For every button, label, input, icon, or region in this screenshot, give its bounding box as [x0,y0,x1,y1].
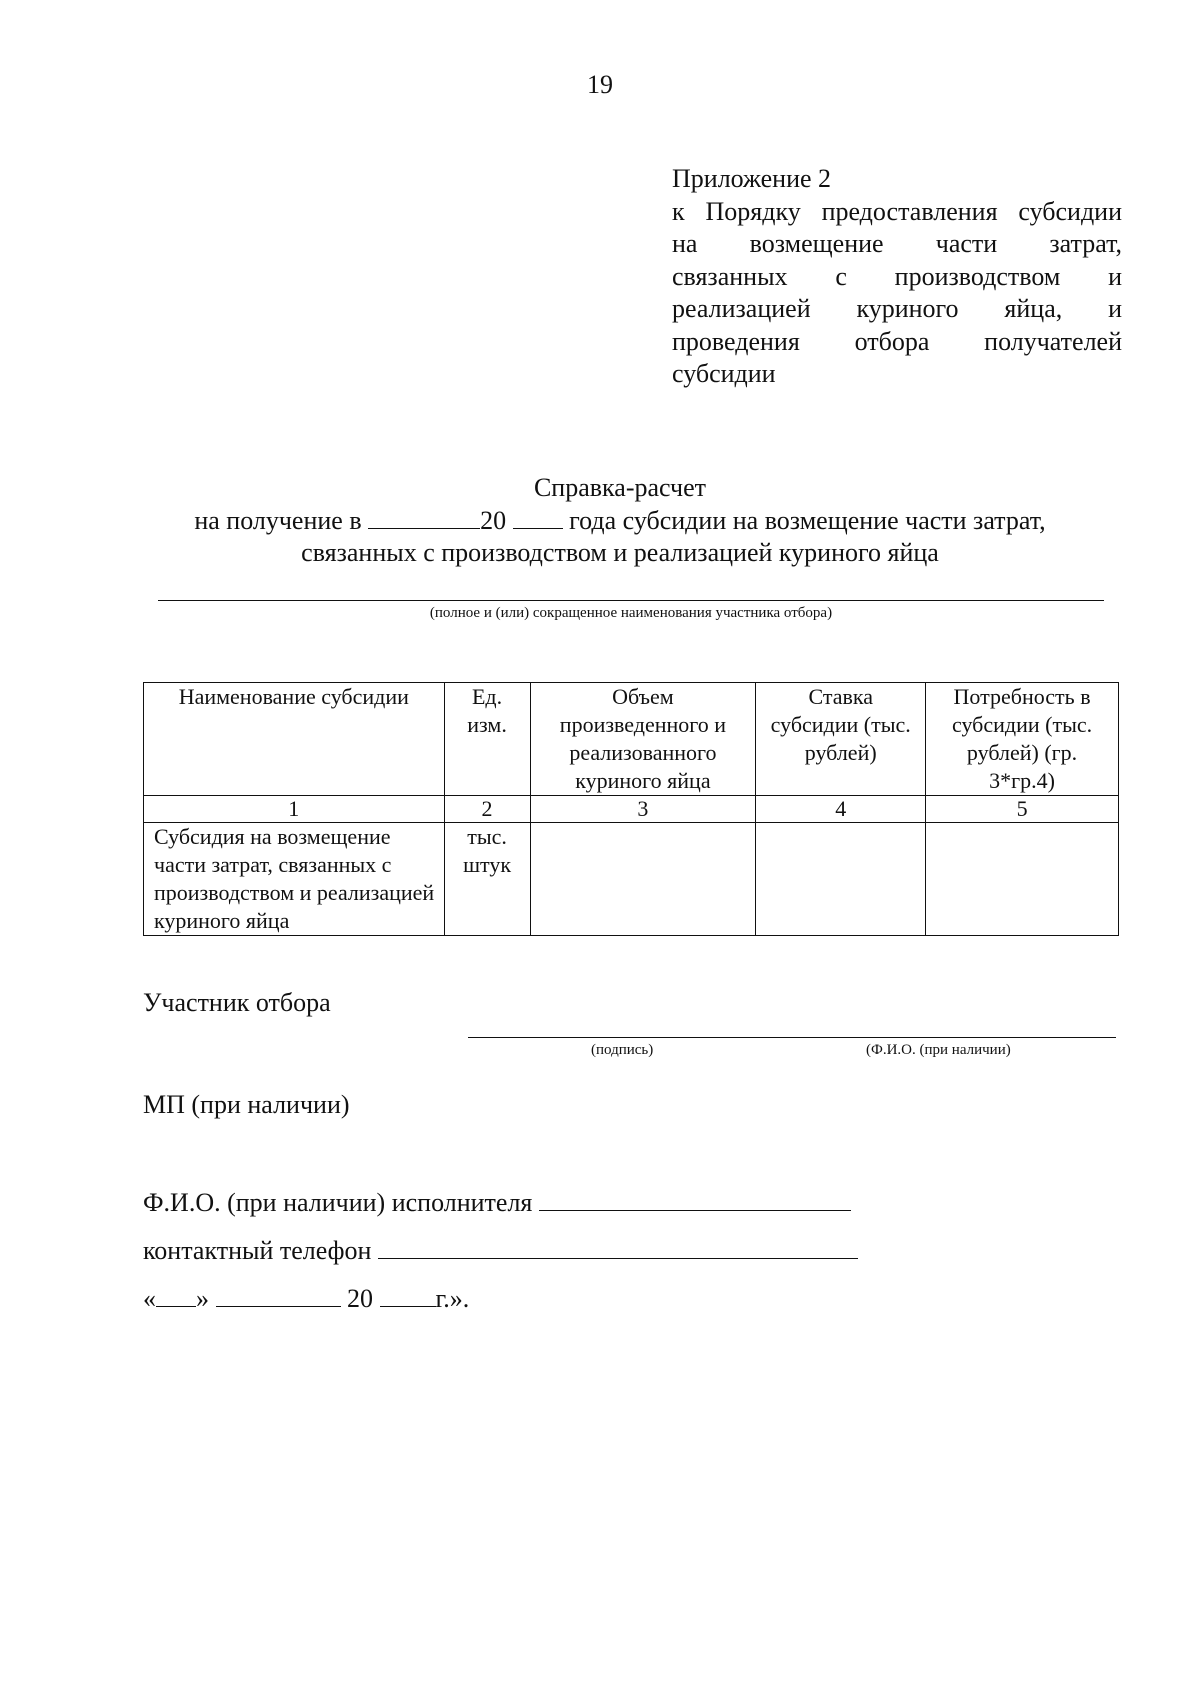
table-row [144,823,1119,936]
date-row [143,1284,469,1314]
month-field[interactable] [216,1284,341,1307]
appendix-line: на возмещение части затрат, [672,229,1122,258]
executor-field[interactable] [539,1188,851,1211]
header-cell: Ставка субсидии (тыс. рублей) [756,683,926,796]
executor-label: Ф.И.О. (при наличии) исполнителя [143,1188,533,1217]
title-line-1: Справка-расчет [533,473,707,502]
volume-cell[interactable] [530,823,756,936]
participant-label: Участник отбора [143,988,331,1017]
header-cell: Потребность в субсидии (тыс. рублей) (гр. 3*гр.4) [926,683,1119,796]
title-line-3: связанных с производством и реализацией куриного яйца [301,538,939,567]
rate-cell[interactable] [756,823,926,936]
year-blank[interactable] [513,504,563,529]
signature-field[interactable] [468,1037,1116,1038]
signature-caption: (подпись) [591,1042,654,1058]
day-field[interactable] [156,1284,196,1307]
phone-field[interactable] [378,1236,858,1259]
appendix-line: проведения отбора получателей [672,326,1122,356]
phone-label: контактный телефон [143,1236,372,1265]
column-number: 5 [926,796,1119,823]
header-cell: Ед. изм. [444,683,530,796]
organization-name-field[interactable] [158,600,1104,601]
stamp-label: МП (при наличии) [143,1090,350,1119]
appendix-header [672,163,1122,391]
appendix-line: реализацией куриного яйца, и [672,294,1122,323]
executor-row [143,1188,851,1218]
calculation-table [143,682,1119,936]
appendix-line: субсидии [672,359,776,388]
year-prefix: 20 [480,506,507,535]
header-cell: Наименование субсидии [144,683,445,796]
column-number: 2 [444,796,530,823]
title-line-2 [0,504,1200,537]
date-close-quote: » [196,1284,209,1313]
title-prefix: на получение в [194,506,362,535]
title-suffix: года субсидии на возмещение части затрат, [569,506,1046,535]
header-cell: Объем произведенного и реализованного куриного яйца [530,683,756,796]
appendix-title: Приложение 2 [672,164,832,193]
need-cell[interactable] [926,823,1119,936]
subsidy-name-cell: Субсидия на возмещение части затрат, связанных с производством и реализацией куриного яйца [144,823,445,936]
column-number: 1 [144,796,445,823]
page-number: 19 [587,70,613,99]
column-number: 3 [530,796,756,823]
appendix-line: связанных с производством и [672,261,1122,291]
organization-caption: (полное и (или) сокращенное наименования участника отбора) [429,605,833,621]
phone-row [143,1236,858,1266]
unit-cell: тыс. штук [444,823,530,936]
date-suffix: г.». [435,1284,470,1313]
document-title [0,472,1200,569]
year-field[interactable] [380,1284,436,1307]
table-header-row [144,683,1119,796]
column-number: 4 [756,796,926,823]
fio-caption: (Ф.И.О. (при наличии) [866,1042,1011,1058]
date-year-prefix: 20 [347,1284,373,1313]
date-open-quote: « [143,1284,156,1313]
column-number-row [144,796,1119,823]
appendix-line: к Порядку предоставления субсидии [672,196,1122,226]
month-blank[interactable] [368,504,480,529]
